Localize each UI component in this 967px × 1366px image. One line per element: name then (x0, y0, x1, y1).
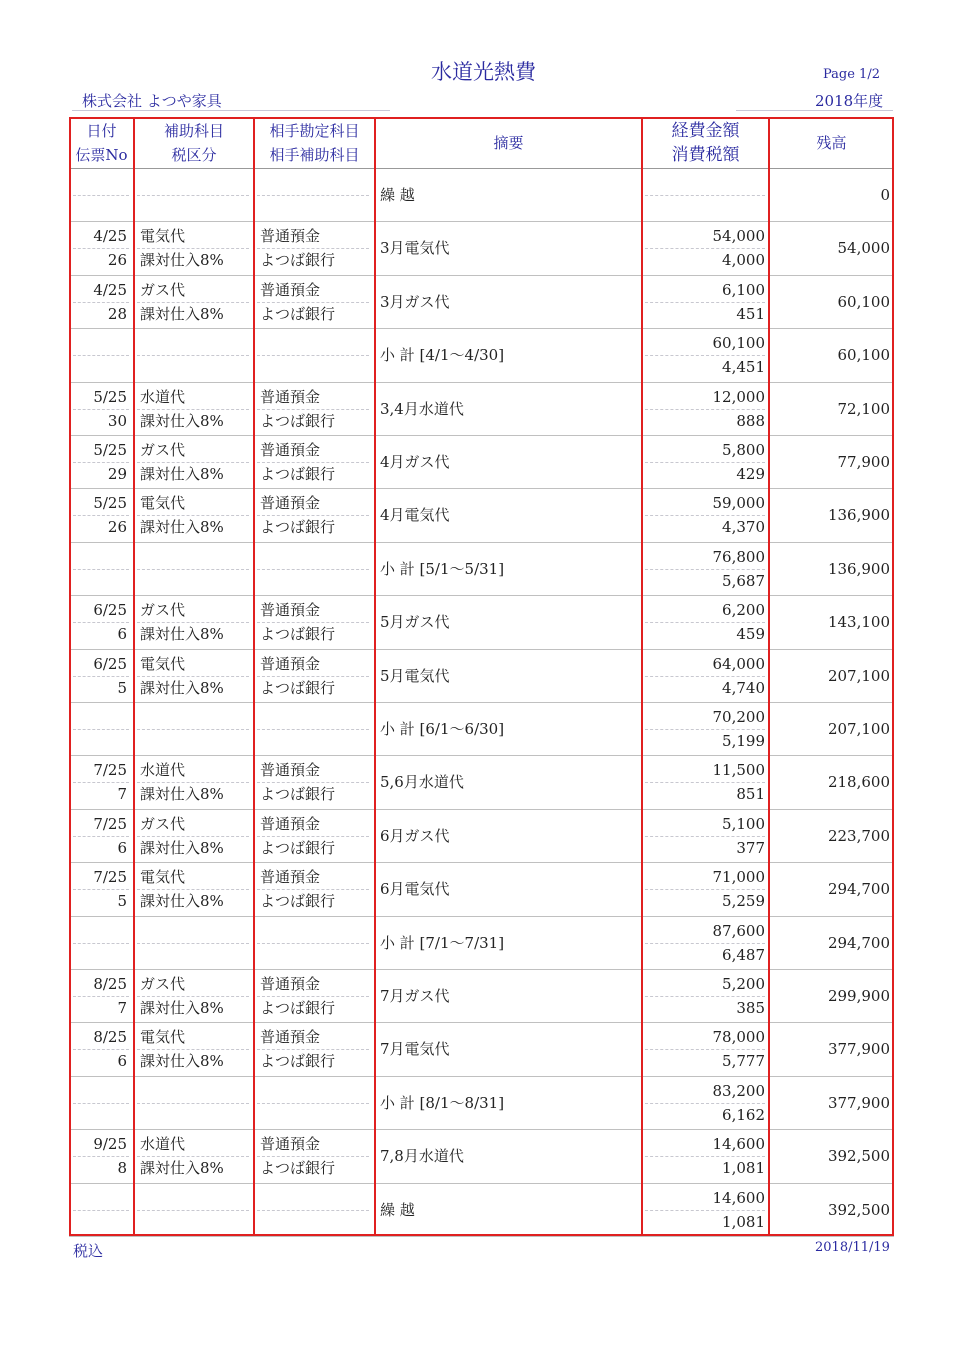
cell-balance: 54,000 (837, 239, 890, 258)
row-dash-divider (257, 355, 369, 356)
table-row (69, 222, 894, 275)
year-underline (736, 110, 893, 111)
header-balance-label: 残高 (816, 134, 847, 152)
footer-tax-note: 税込 (73, 1242, 104, 1260)
cell-amount: 54,000 (712, 227, 765, 246)
cell-tax: 451 (736, 304, 765, 323)
row-dash-divider (73, 195, 129, 196)
cell-voucher: 30 (107, 411, 127, 430)
cell-balance: 136,900 (827, 506, 890, 525)
row-dash-divider (257, 943, 369, 944)
cell-amount: 78,000 (712, 1028, 765, 1047)
cell-counter-account: 普通預金 (260, 975, 321, 993)
cell-tax: 5,687 (722, 571, 765, 590)
cell-counter-account: 普通預金 (260, 814, 321, 833)
header-counter-sub-label: 相手補助科目 (269, 146, 360, 164)
header-counter-account-label: 相手勘定科目 (269, 122, 360, 140)
cell-description: 繰 越 (380, 186, 415, 204)
table-row (69, 543, 894, 596)
page-number: Page 1/2 (823, 67, 880, 82)
row-dash-divider (137, 1103, 249, 1104)
report-title: 水道光熱費 (431, 60, 536, 84)
cell-description: 3,4月水道代 (380, 399, 464, 418)
row-dash-divider (257, 1210, 369, 1211)
cell-tax: 888 (736, 411, 765, 430)
cell-counter-account: 普通預金 (260, 868, 321, 887)
cell-description: 7,8月水道代 (380, 1147, 464, 1166)
header-taxclass-label: 税区分 (171, 146, 217, 164)
cell-tax: 5,777 (722, 1052, 765, 1071)
row-dash-divider (137, 1210, 249, 1211)
cell-tax: 4,370 (722, 518, 765, 537)
cell-subaccount: ガス代 (140, 280, 186, 299)
row-dash-divider (257, 569, 369, 570)
cell-balance: 377,900 (827, 1040, 890, 1059)
cell-tax: 5,199 (722, 732, 765, 750)
row-dash-divider (257, 729, 369, 730)
cell-subaccount: 電気代 (140, 227, 186, 246)
table-row (69, 1130, 894, 1183)
table-row (69, 917, 894, 970)
header-counter-account (254, 117, 375, 169)
cell-counter-sub: よつば銀行 (260, 251, 336, 270)
cell-amount: 6,100 (722, 280, 765, 299)
table-row (69, 703, 894, 756)
cell-description: 5月電気代 (380, 666, 450, 685)
row-dash-divider (137, 569, 249, 570)
cell-counter-sub: よつば銀行 (260, 838, 336, 857)
cell-counter-sub: よつば銀行 (260, 304, 336, 323)
cell-counter-account: 普通預金 (260, 387, 321, 406)
cell-amount: 5,200 (722, 975, 765, 993)
cell-tax-class: 課対仕入8% (140, 304, 224, 323)
cell-amount: 5,100 (722, 814, 765, 833)
cell-tax-class: 課対仕入8% (140, 785, 224, 804)
cell-description: 6月ガス代 (380, 826, 450, 845)
cell-balance: 136,900 (827, 559, 890, 578)
table-row (69, 329, 894, 382)
row-dash-divider (73, 1103, 129, 1104)
cell-description: 小 計 [6/1〜6/30] (380, 720, 505, 738)
cell-amount: 5,800 (722, 441, 765, 459)
cell-tax: 6,162 (722, 1105, 765, 1124)
cell-balance: 392,500 (827, 1200, 890, 1219)
cell-voucher: 26 (107, 251, 127, 270)
cell-tax: 4,451 (722, 358, 765, 377)
cell-date: 4/25 (93, 227, 127, 246)
cell-counter-sub: よつば銀行 (260, 518, 336, 537)
cell-description: 4月ガス代 (380, 453, 450, 471)
cell-balance: 60,100 (837, 292, 890, 311)
header-date-label: 日付 (86, 122, 117, 140)
cell-balance: 77,900 (837, 453, 890, 471)
header-date (69, 117, 134, 169)
header-voucher-label: 伝票No (75, 146, 128, 164)
cell-amount: 87,600 (712, 921, 765, 940)
table-row (69, 436, 894, 489)
row-dash-divider (645, 195, 765, 196)
table-row (69, 810, 894, 863)
table-row (69, 650, 894, 703)
cell-subaccount: 電気代 (140, 494, 186, 513)
cell-description: 5月ガス代 (380, 613, 450, 632)
cell-tax: 4,740 (722, 678, 765, 697)
cell-description: 繰 越 (380, 1200, 415, 1219)
fiscal-year: 2018年度 (815, 92, 884, 110)
cell-subaccount: ガス代 (140, 975, 186, 993)
header-subaccount (134, 117, 254, 169)
cell-amount: 11,500 (712, 761, 765, 780)
cell-description: 小 計 [7/1〜7/31] (380, 933, 505, 952)
cell-date: 4/25 (93, 280, 127, 299)
cell-tax: 377 (736, 838, 765, 857)
cell-tax-class: 課対仕入8% (140, 465, 224, 483)
cell-description: 5,6月水道代 (380, 773, 464, 792)
cell-subaccount: ガス代 (140, 601, 186, 620)
cell-voucher: 8 (117, 1159, 127, 1178)
cell-amount: 14,600 (712, 1135, 765, 1154)
cell-balance: 207,100 (827, 720, 890, 738)
cell-tax-class: 課対仕入8% (140, 411, 224, 430)
table-row (69, 970, 894, 1023)
cell-balance: 392,500 (827, 1147, 890, 1166)
cell-tax: 5,259 (722, 892, 765, 911)
table-row (69, 596, 894, 649)
cell-voucher: 28 (107, 304, 127, 323)
row-dash-divider (73, 1210, 129, 1211)
cell-description: 3月ガス代 (380, 292, 450, 311)
header-tax-label: 消費税額 (671, 145, 740, 165)
cell-date: 8/25 (93, 1028, 127, 1047)
cell-date: 7/25 (93, 814, 127, 833)
cell-tax: 459 (736, 625, 765, 644)
cell-date: 7/25 (93, 761, 127, 780)
table-row (69, 489, 894, 542)
header-description-label: 摘要 (493, 134, 524, 152)
cell-tax: 6,487 (722, 945, 765, 964)
cell-amount: 12,000 (712, 387, 765, 406)
cell-balance: 207,100 (827, 666, 890, 685)
cell-description: 4月電気代 (380, 506, 450, 525)
row-dash-divider (73, 729, 129, 730)
cell-voucher: 7 (117, 999, 127, 1017)
table-row (69, 383, 894, 436)
cell-balance: 218,600 (827, 773, 890, 792)
cell-date: 6/25 (93, 654, 127, 673)
cell-date: 5/25 (93, 387, 127, 406)
cell-counter-sub: よつば銀行 (260, 1159, 336, 1178)
cell-counter-account: 普通預金 (260, 494, 321, 513)
header-balance (769, 117, 894, 169)
cell-counter-sub: よつば銀行 (260, 892, 336, 911)
cell-amount: 83,200 (712, 1081, 765, 1100)
cell-voucher: 7 (117, 785, 127, 804)
cell-counter-account: 普通預金 (260, 601, 321, 620)
company-name: 株式会社 よつや家具 (82, 92, 222, 110)
row-dash-divider (257, 1103, 369, 1104)
cell-amount: 71,000 (712, 868, 765, 887)
header-amount-label: 経費金額 (671, 121, 740, 141)
table-row (69, 169, 894, 222)
cell-date: 8/25 (93, 975, 127, 993)
cell-voucher: 6 (117, 625, 127, 644)
row-dash-divider (73, 355, 129, 356)
row-dash-divider (137, 355, 249, 356)
cell-amount: 59,000 (712, 494, 765, 513)
cell-voucher: 29 (107, 465, 127, 483)
cell-amount: 6,200 (722, 601, 765, 620)
cell-description: 6月電気代 (380, 880, 450, 899)
cell-balance: 294,700 (827, 933, 890, 952)
cell-balance: 0 (880, 186, 890, 204)
footer-date: 2018/11/19 (815, 1240, 890, 1255)
table-row (69, 756, 894, 809)
cell-counter-account: 普通預金 (260, 1135, 321, 1154)
cell-date: 6/25 (93, 601, 127, 620)
cell-subaccount: ガス代 (140, 441, 186, 459)
cell-voucher: 6 (117, 838, 127, 857)
cell-counter-sub: よつば銀行 (260, 411, 336, 430)
cell-tax-class: 課対仕入8% (140, 1052, 224, 1071)
cell-amount: 60,100 (712, 334, 765, 353)
cell-counter-sub: よつば銀行 (260, 785, 336, 804)
cell-tax: 429 (736, 465, 765, 483)
cell-balance: 223,700 (827, 826, 890, 845)
cell-counter-account: 普通預金 (260, 280, 321, 299)
ledger-table (69, 117, 894, 1236)
cell-subaccount: 電気代 (140, 868, 186, 887)
row-dash-divider (137, 729, 249, 730)
cell-balance: 294,700 (827, 880, 890, 899)
cell-voucher: 6 (117, 1052, 127, 1071)
cell-subaccount: ガス代 (140, 814, 186, 833)
cell-description: 3月電気代 (380, 239, 450, 258)
cell-tax-class: 課対仕入8% (140, 999, 224, 1017)
cell-description: 7月電気代 (380, 1040, 450, 1059)
cell-date: 9/25 (93, 1135, 127, 1154)
cell-description: 7月ガス代 (380, 987, 450, 1005)
cell-balance: 72,100 (837, 399, 890, 418)
cell-subaccount: 電気代 (140, 1028, 186, 1047)
row-dash-divider (73, 943, 129, 944)
cell-subaccount: 水道代 (140, 1135, 186, 1154)
cell-balance: 377,900 (827, 1093, 890, 1112)
cell-voucher: 5 (117, 678, 127, 697)
header-subaccount-label: 補助科目 (163, 122, 224, 140)
cell-description: 小 計 [8/1〜8/31] (380, 1093, 505, 1112)
cell-counter-sub: よつば銀行 (260, 625, 336, 644)
cell-tax: 851 (736, 785, 765, 804)
cell-tax: 1,081 (722, 1159, 765, 1178)
cell-tax: 385 (736, 999, 765, 1017)
cell-voucher: 26 (107, 518, 127, 537)
cell-counter-account: 普通預金 (260, 441, 321, 459)
cell-tax-class: 課対仕入8% (140, 678, 224, 697)
cell-balance: 143,100 (827, 613, 890, 632)
cell-subaccount: 水道代 (140, 387, 186, 406)
cell-balance: 299,900 (827, 987, 890, 1005)
cell-counter-account: 普通預金 (260, 761, 321, 780)
cell-counter-sub: よつば銀行 (260, 1052, 336, 1071)
company-underline (72, 110, 390, 111)
cell-amount: 14,600 (712, 1188, 765, 1207)
row-dash-divider (73, 569, 129, 570)
cell-tax-class: 課対仕入8% (140, 518, 224, 537)
header-description (375, 117, 642, 169)
cell-counter-account: 普通預金 (260, 654, 321, 673)
cell-counter-account: 普通預金 (260, 1028, 321, 1047)
cell-tax-class: 課対仕入8% (140, 892, 224, 911)
cell-tax: 4,000 (722, 251, 765, 270)
row-dash-divider (137, 195, 249, 196)
cell-balance: 60,100 (837, 346, 890, 365)
cell-amount: 64,000 (712, 654, 765, 673)
cell-amount: 76,800 (712, 547, 765, 566)
cell-counter-account: 普通預金 (260, 227, 321, 246)
cell-subaccount: 電気代 (140, 654, 186, 673)
table-row (69, 1077, 894, 1130)
cell-counter-sub: よつば銀行 (260, 465, 336, 483)
cell-description: 小 計 [4/1〜4/30] (380, 346, 505, 365)
cell-tax: 1,081 (722, 1212, 765, 1231)
cell-date: 5/25 (93, 441, 127, 459)
cell-tax-class: 課対仕入8% (140, 838, 224, 857)
row-dash-divider (137, 943, 249, 944)
cell-description: 小 計 [5/1〜5/31] (380, 559, 505, 578)
cell-date: 7/25 (93, 868, 127, 887)
cell-subaccount: 水道代 (140, 761, 186, 780)
header-amount (642, 117, 769, 169)
table-row (69, 1023, 894, 1076)
cell-counter-sub: よつば銀行 (260, 678, 336, 697)
row-dash-divider (257, 195, 369, 196)
table-row (69, 1184, 894, 1237)
cell-date: 5/25 (93, 494, 127, 513)
table-row (69, 863, 894, 916)
cell-amount: 70,200 (712, 708, 765, 726)
table-row (69, 276, 894, 329)
cell-tax-class: 課対仕入8% (140, 1159, 224, 1178)
cell-tax-class: 課対仕入8% (140, 625, 224, 644)
cell-tax-class: 課対仕入8% (140, 251, 224, 270)
cell-voucher: 5 (117, 892, 127, 911)
cell-counter-sub: よつば銀行 (260, 999, 336, 1017)
